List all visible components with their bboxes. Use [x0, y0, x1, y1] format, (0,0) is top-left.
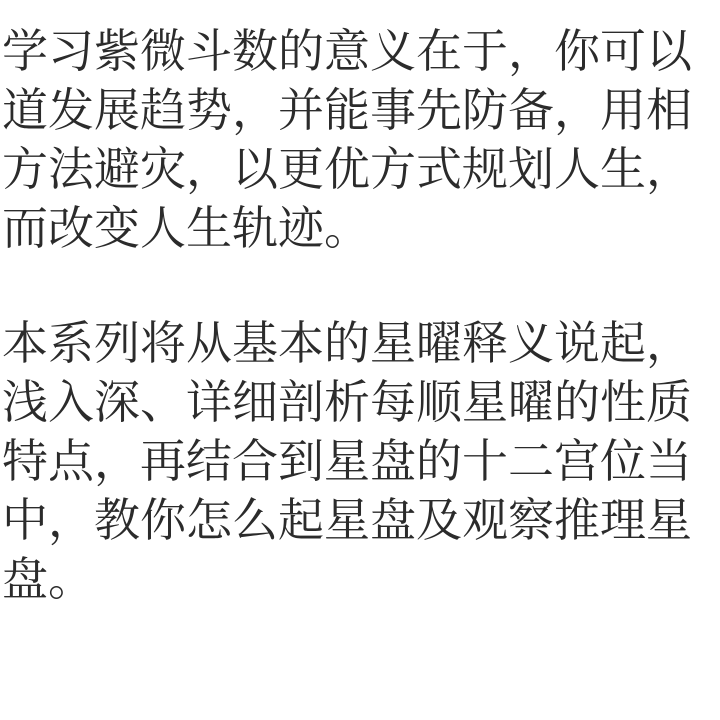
paragraph-2-line-3: 特点，再结合到星盘的十二宫位当 — [2, 435, 692, 487]
paragraph-spacer — [2, 258, 720, 314]
paragraph-1-line-4: 而改变人生轨迹。 — [2, 202, 370, 254]
paragraph-2 — [2, 314, 720, 609]
paragraph-2-line-5: 盘。 — [2, 553, 94, 605]
paragraph-2-line-2: 浅入深、详细剖析每顺星曜的性质 — [2, 376, 692, 428]
paragraph-2-line-4: 中，教你怎么起星盘及观察推理星 — [2, 494, 692, 546]
paragraph-1 — [2, 22, 720, 258]
document-text-body — [0, 22, 720, 609]
paragraph-1-line-2: 道发展趋势，并能事先防备，用相 — [2, 84, 692, 136]
paragraph-1-line-3: 方法避灾，以更优方式规划人生， — [2, 143, 692, 195]
paragraph-2-line-1: 本系列将从基本的星曜释义说起， — [2, 317, 692, 369]
paragraph-1-line-1: 学习紫微斗数的意义在于，你可以 — [2, 25, 692, 77]
